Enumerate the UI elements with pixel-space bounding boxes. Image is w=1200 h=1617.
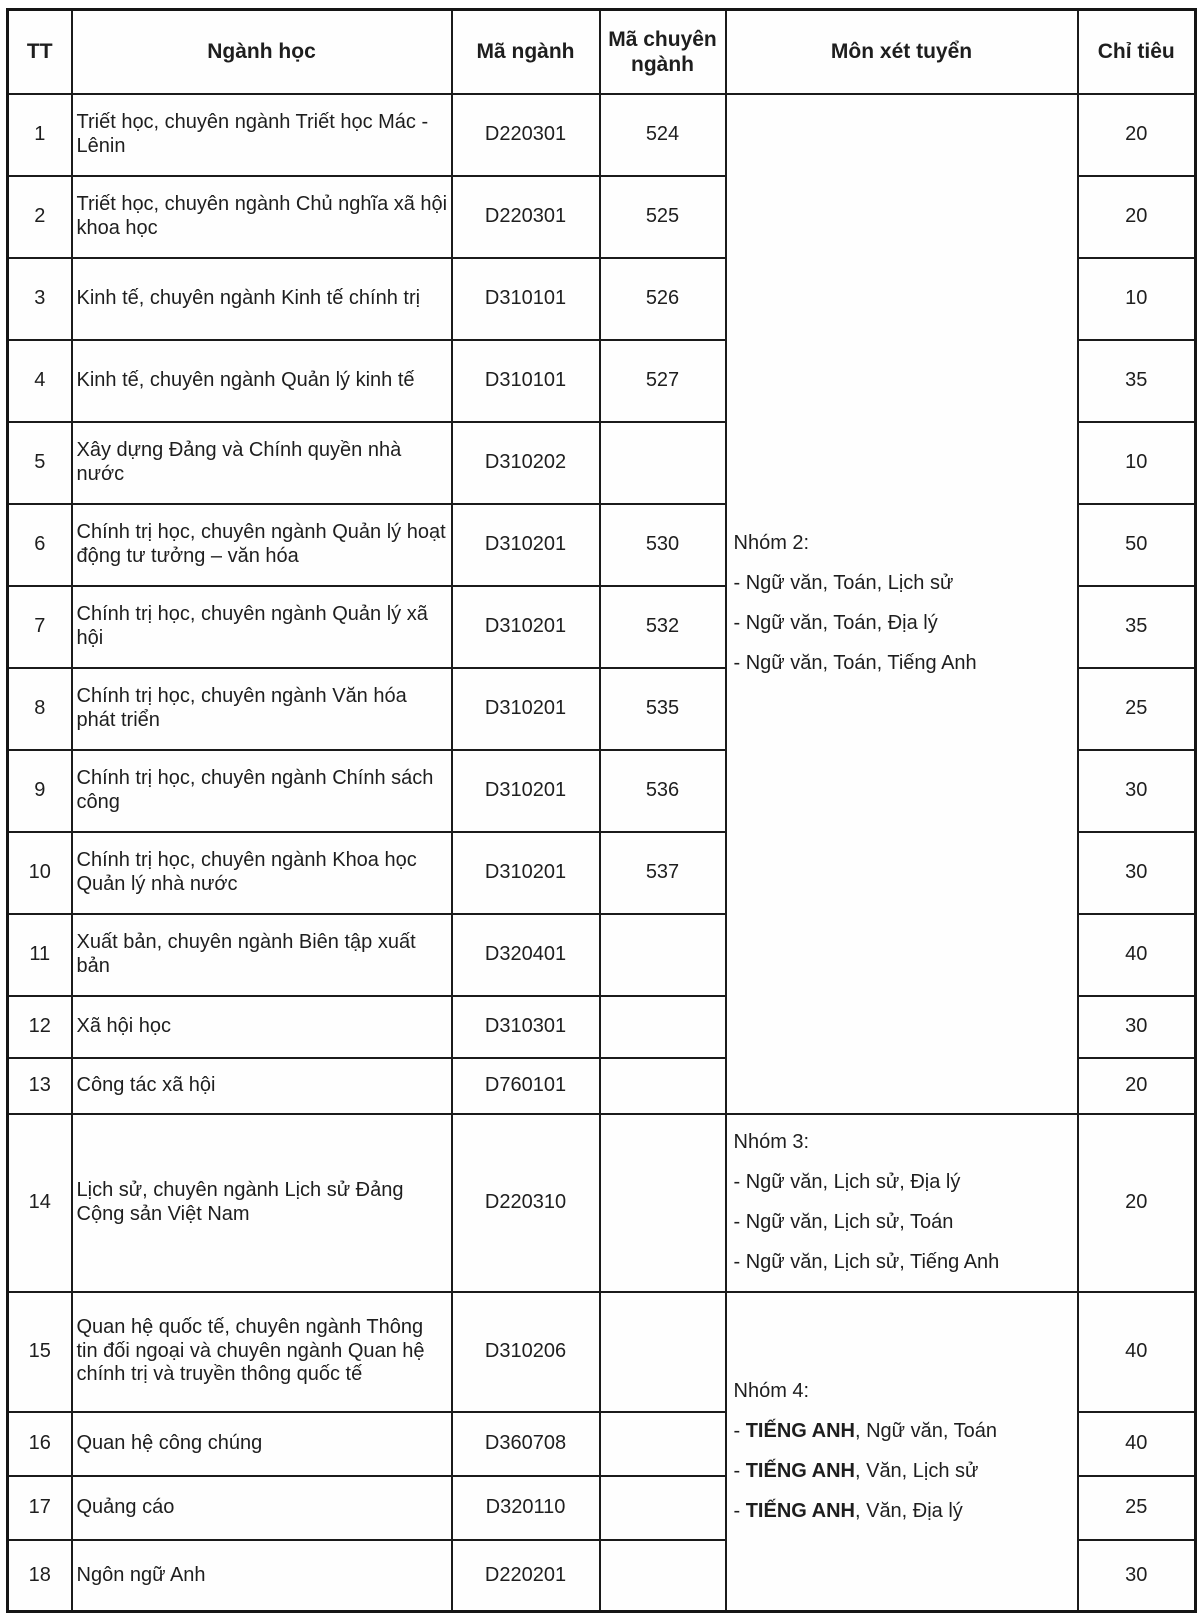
cell-major: Xã hội học: [72, 996, 452, 1058]
cell-major-code: D310101: [452, 340, 600, 422]
cell-tt: 15: [8, 1292, 72, 1412]
cell-major: Triết học, chuyên ngành Chủ nghĩa xã hội khoa học: [72, 176, 452, 258]
cell-major-code: D310201: [452, 750, 600, 832]
subject-group-4: [734, 1379, 1073, 1524]
cell-tt: 4: [8, 340, 72, 422]
cell-major: Quan hệ quốc tế, chuyên ngành Thông tin đối ngoại và chuyên ngành Quan hệ chính trị và truyền thông quốc tế: [72, 1292, 452, 1412]
cell-tt: 7: [8, 586, 72, 668]
cell-major-code: D220301: [452, 176, 600, 258]
cell-major-code: D320401: [452, 914, 600, 996]
cell-major-code: D310201: [452, 586, 600, 668]
cell-tt: 8: [8, 668, 72, 750]
subject-group-2: [734, 531, 1073, 676]
col-header-quota: Chỉ tiêu: [1078, 10, 1196, 94]
cell-quota: 20: [1078, 1114, 1196, 1292]
cell-major-code: D220301: [452, 94, 600, 176]
cell-major: Ngôn ngữ Anh: [72, 1540, 452, 1612]
cell-tt: 16: [8, 1412, 72, 1476]
dash: -: [733, 1459, 746, 1482]
subject-group-title: Nhóm 3:: [733, 1131, 810, 1153]
cell-major-code: D360708: [452, 1412, 600, 1476]
cell-major-code: D310201: [452, 832, 600, 914]
cell-quota: 25: [1078, 668, 1196, 750]
cell-major-code: D310301: [452, 996, 600, 1058]
cell-spec-code: 526: [600, 258, 726, 340]
cell-quota: 30: [1078, 996, 1196, 1058]
cell-quota: 35: [1078, 340, 1196, 422]
dash: -: [733, 1499, 746, 1522]
subject-combo: [734, 1459, 1073, 1484]
cell-major: Chính trị học, chuyên ngành Quản lý hoạt động tư tưởng – văn hóa: [72, 504, 452, 586]
subject-rest: , Văn, Lịch sử: [854, 1459, 979, 1482]
cell-quota: 35: [1078, 586, 1196, 668]
cell-quota: 25: [1078, 1476, 1196, 1540]
cell-major-code: D310201: [452, 504, 600, 586]
subject-combo: - Ngữ văn, Lịch sử, Tiếng Anh: [733, 1251, 1000, 1273]
cell-major: Quan hệ công chúng: [72, 1412, 452, 1476]
table-row: [8, 94, 1196, 176]
cell-major: Chính trị học, chuyên ngành Chính sách công: [72, 750, 452, 832]
cell-spec-code: [600, 1292, 726, 1412]
dash: -: [733, 1419, 746, 1442]
cell-tt: 12: [8, 996, 72, 1058]
subject-bold: TIẾNG ANH: [745, 1499, 855, 1522]
cell-spec-code: 530: [600, 504, 726, 586]
cell-major-code: D220201: [452, 1540, 600, 1612]
cell-quota: 10: [1078, 258, 1196, 340]
col-header-major: Ngành học: [72, 10, 452, 94]
cell-major: Chính trị học, chuyên ngành Văn hóa phát triển: [72, 668, 452, 750]
subject-combo: [734, 1419, 1073, 1444]
cell-quota: 40: [1078, 1412, 1196, 1476]
cell-tt: 17: [8, 1476, 72, 1540]
subject-bold: TIẾNG ANH: [745, 1459, 855, 1482]
col-header-tt: TT: [8, 10, 72, 94]
cell-quota: 20: [1078, 94, 1196, 176]
cell-tt: 14: [8, 1114, 72, 1292]
subject-group-title: Nhóm 2:: [733, 532, 810, 554]
subject-rest: , Văn, Địa lý: [854, 1499, 963, 1522]
cell-spec-code: 536: [600, 750, 726, 832]
col-header-spec-code: Mã chuyên ngành: [600, 10, 726, 94]
cell-major: Quảng cáo: [72, 1476, 452, 1540]
cell-spec-code: 527: [600, 340, 726, 422]
subject-combo: - Ngữ văn, Lịch sử, Địa lý: [733, 1171, 961, 1193]
cell-quota: 30: [1078, 1540, 1196, 1612]
cell-spec-code: [600, 1114, 726, 1292]
cell-major: Kinh tế, chuyên ngành Quản lý kinh tế: [72, 340, 452, 422]
cell-major: Công tác xã hội: [72, 1058, 452, 1114]
cell-quota: 40: [1078, 914, 1196, 996]
cell-major: Chính trị học, chuyên ngành Quản lý xã hội: [72, 586, 452, 668]
cell-tt: 13: [8, 1058, 72, 1114]
subject-group-3: [734, 1130, 1073, 1275]
cell-major: Xuất bản, chuyên ngành Biên tập xuất bản: [72, 914, 452, 996]
cell-major: Chính trị học, chuyên ngành Khoa học Quản lý nhà nước: [72, 832, 452, 914]
cell-spec-code: [600, 1476, 726, 1540]
cell-quota: 20: [1078, 1058, 1196, 1114]
cell-quota: 30: [1078, 750, 1196, 832]
cell-major: Triết học, chuyên ngành Triết học Mác - Lênin: [72, 94, 452, 176]
cell-tt: 5: [8, 422, 72, 504]
cell-major: Kinh tế, chuyên ngành Kinh tế chính trị: [72, 258, 452, 340]
cell-major-code: D310201: [452, 668, 600, 750]
cell-tt: 11: [8, 914, 72, 996]
cell-spec-code: [600, 1540, 726, 1612]
cell-tt: 18: [8, 1540, 72, 1612]
cell-subjects-group-3: [726, 1114, 1078, 1292]
cell-quota: 50: [1078, 504, 1196, 586]
subject-bold: TIẾNG ANH: [745, 1419, 855, 1442]
cell-major-code: D760101: [452, 1058, 600, 1114]
cell-spec-code: [600, 1058, 726, 1114]
cell-major-code: D310202: [452, 422, 600, 504]
table-row: [8, 1114, 1196, 1292]
cell-subjects-group-4: [726, 1292, 1078, 1612]
subject-combo: - Ngữ văn, Toán, Địa lý: [733, 612, 938, 634]
cell-tt: 2: [8, 176, 72, 258]
cell-spec-code: 532: [600, 586, 726, 668]
cell-quota: 20: [1078, 176, 1196, 258]
admissions-table: [6, 8, 1197, 1613]
cell-spec-code: 524: [600, 94, 726, 176]
col-header-subjects: Môn xét tuyển: [726, 10, 1078, 94]
cell-spec-code: [600, 1412, 726, 1476]
subject-combo: - Ngữ văn, Toán, Lịch sử: [733, 572, 954, 594]
cell-spec-code: [600, 914, 726, 996]
cell-tt: 6: [8, 504, 72, 586]
table-row: [8, 1292, 1196, 1412]
cell-spec-code: 525: [600, 176, 726, 258]
cell-subjects-group-2: [726, 94, 1078, 1114]
cell-tt: 1: [8, 94, 72, 176]
cell-quota: 10: [1078, 422, 1196, 504]
cell-tt: 9: [8, 750, 72, 832]
col-header-major-code: Mã ngành: [452, 10, 600, 94]
cell-major: Xây dựng Đảng và Chính quyền nhà nước: [72, 422, 452, 504]
cell-quota: 40: [1078, 1292, 1196, 1412]
cell-spec-code: 537: [600, 832, 726, 914]
subject-group-title: Nhóm 4:: [733, 1379, 810, 1402]
subject-rest: , Ngữ văn, Toán: [854, 1419, 997, 1442]
cell-tt: 10: [8, 832, 72, 914]
cell-spec-code: [600, 996, 726, 1058]
cell-major-code: D220310: [452, 1114, 600, 1292]
cell-spec-code: [600, 422, 726, 504]
cell-tt: 3: [8, 258, 72, 340]
cell-major-code: D310206: [452, 1292, 600, 1412]
subject-combo: - Ngữ văn, Lịch sử, Toán: [733, 1211, 954, 1233]
cell-spec-code: 535: [600, 668, 726, 750]
cell-major-code: D320110: [452, 1476, 600, 1540]
header-row: [8, 10, 1196, 94]
subject-combo: - Ngữ văn, Toán, Tiếng Anh: [733, 652, 977, 674]
subject-combo: [734, 1499, 1073, 1524]
cell-quota: 30: [1078, 832, 1196, 914]
cell-major-code: D310101: [452, 258, 600, 340]
cell-major: Lịch sử, chuyên ngành Lịch sử Đảng Cộng sản Việt Nam: [72, 1114, 452, 1292]
